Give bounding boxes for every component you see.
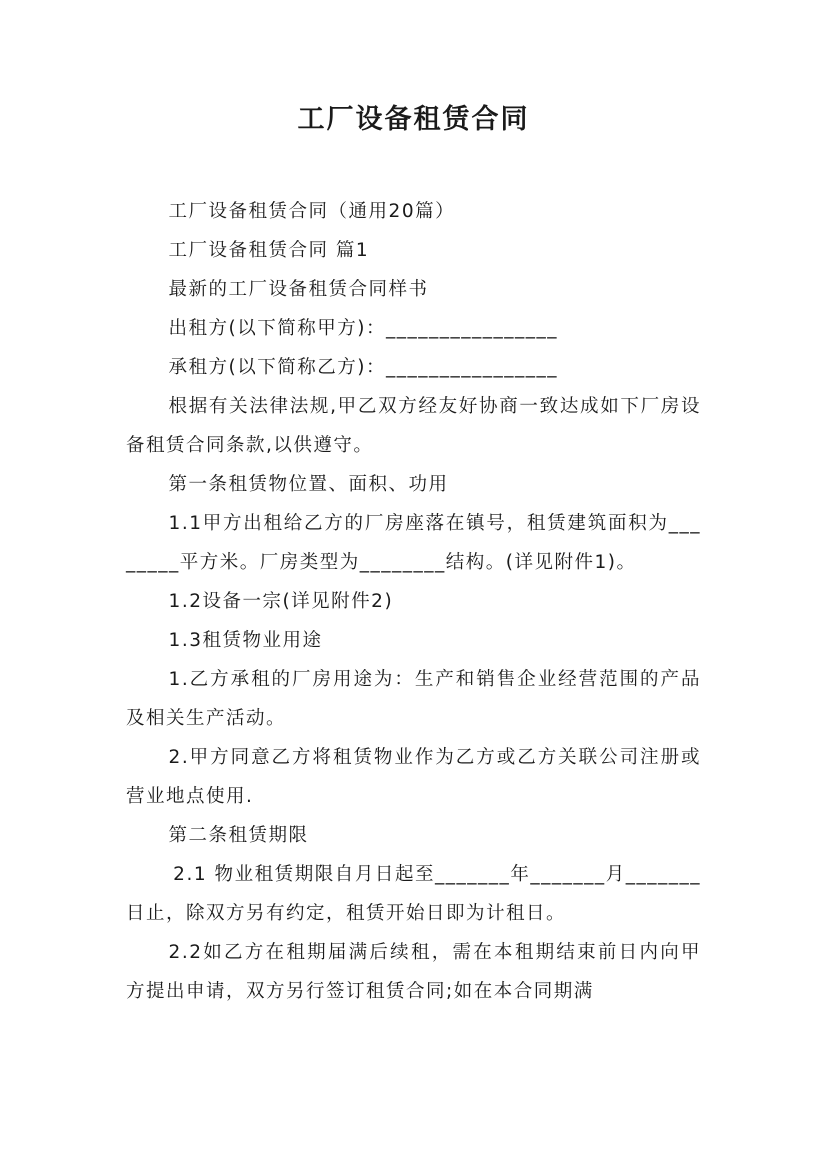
paragraph-clause-1-2: 1.2设备一宗(详见附件2) xyxy=(168,591,394,612)
paragraph-sample-title: 最新的工厂设备租赁合同样书 xyxy=(168,279,429,300)
paragraph-clause-1-1: 1.1甲方出租给乙方的厂房座落在镇号，租赁建筑面积为________平方米。厂房类型为________结构。(详见附件1)。 xyxy=(126,513,701,573)
paragraph-lessor: 出租方(以下简称甲方)：________________ xyxy=(168,318,558,339)
paragraph-clause-2-1: 2.1 物业租赁期限自月日起至_______年_______月_______日止，除双方另有约定，租赁开始日即为计租日。 xyxy=(126,864,701,924)
paragraph-use-2: 2.甲方同意乙方将租赁物业作为乙方或乙方关联公司注册或营业地点使用. xyxy=(126,747,701,807)
paragraph-subtitle: 工厂设备租赁合同（通用20篇） xyxy=(168,201,456,222)
paragraph-lessee: 承租方(以下简称乙方)：________________ xyxy=(168,357,558,378)
paragraph-section-heading: 工厂设备租赁合同 篇1 xyxy=(168,240,370,261)
paragraph-clause-2-2: 2.2如乙方在租期届满后续租，需在本租期结束前日内向甲方提出申请，双方另行签订租赁合同;如在本合同期满 xyxy=(126,942,701,1002)
paragraph-preamble: 根据有关法律法规,甲乙双方经友好协商一致达成如下厂房设备租赁合同条款,以供遵守。 xyxy=(126,396,701,456)
paragraph-clause-1-3: 1.3租赁物业用途 xyxy=(168,630,323,651)
paragraph-article-1-heading: 第一条租赁物位置、面积、功用 xyxy=(168,474,449,495)
document-body xyxy=(126,192,701,1011)
paragraph-use-1: 1.乙方承租的厂房用途为：生产和销售企业经营范围的产品及相关生产活动。 xyxy=(126,669,701,729)
paragraph-article-2-heading: 第二条租赁期限 xyxy=(168,825,309,846)
document-title: 工厂设备租赁合同 xyxy=(297,104,530,135)
